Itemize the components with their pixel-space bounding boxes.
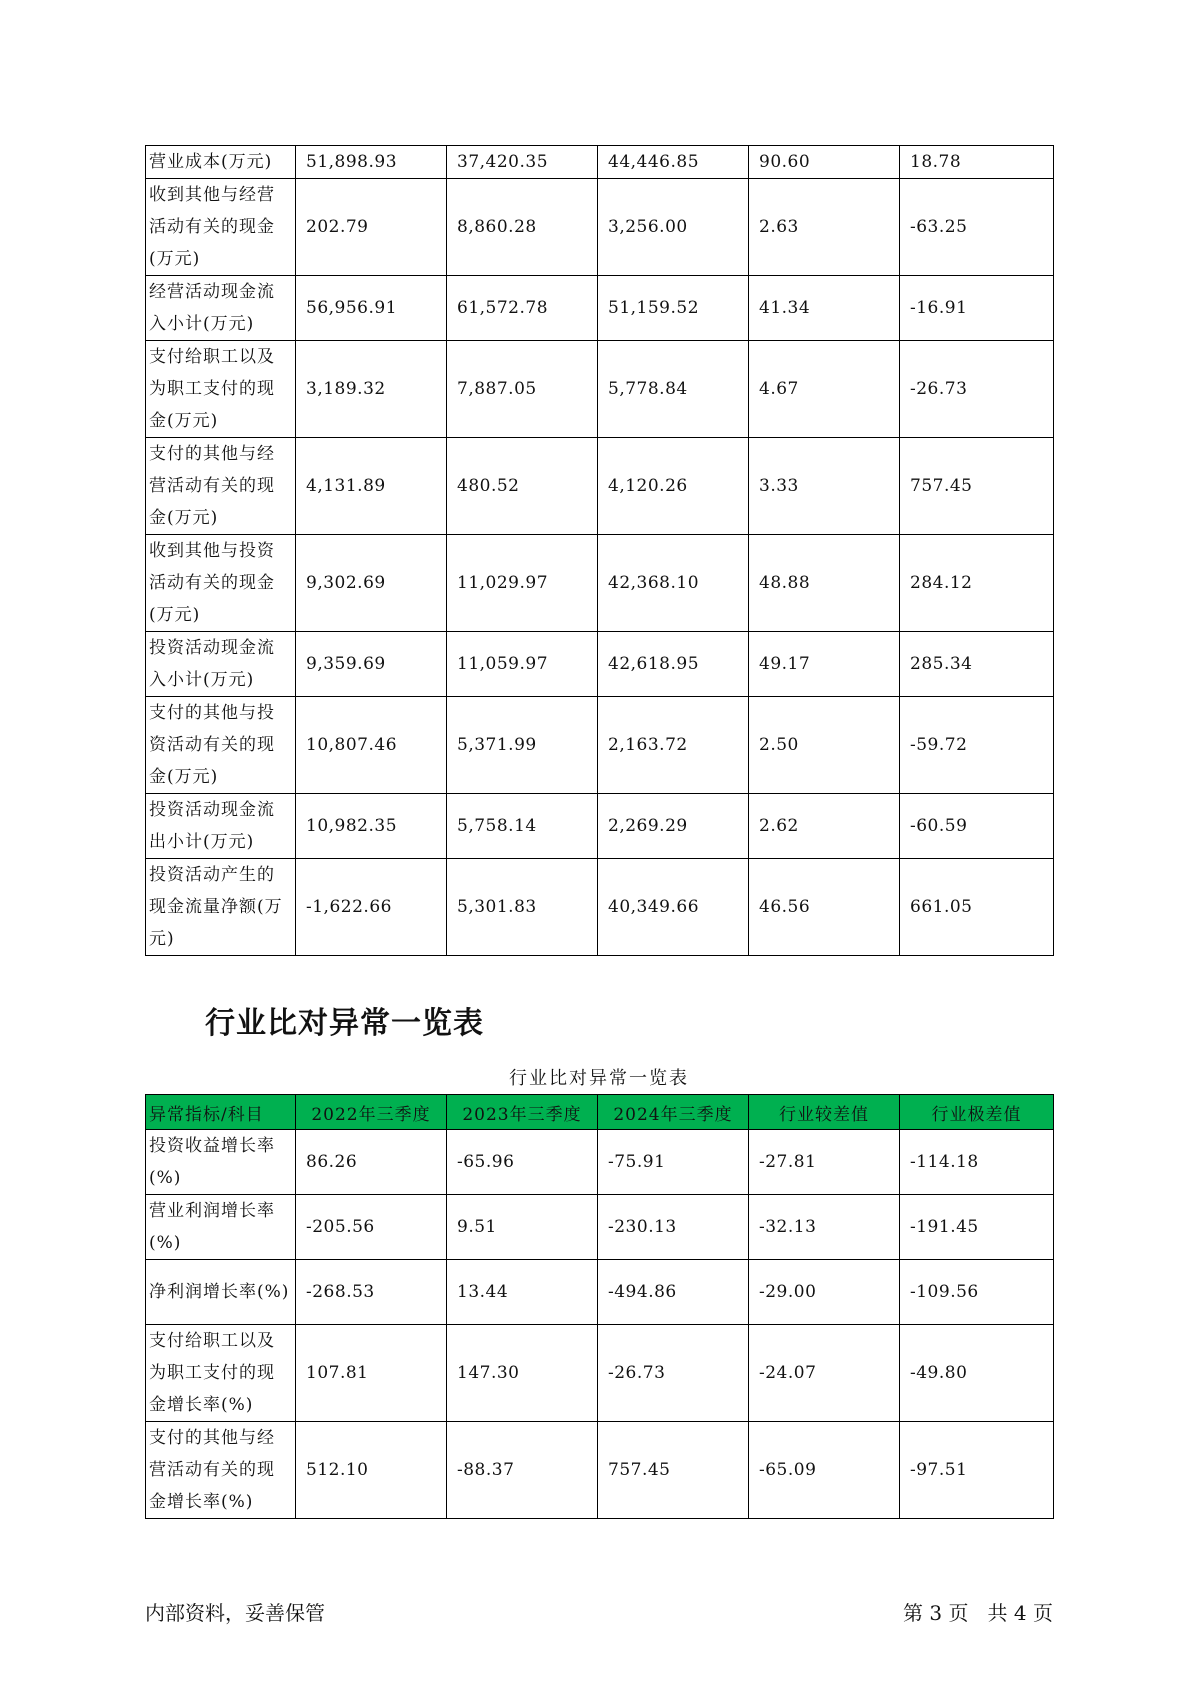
row-label: 支付的其他与投资活动有关的现金(万元) (146, 697, 296, 794)
cell-2022: 9,302.69 (296, 535, 447, 632)
cell-industry-poor: -65.09 (749, 1422, 900, 1519)
cell-2022: 9,359.69 (296, 632, 447, 697)
cell-2022: 51,898.93 (296, 146, 447, 179)
cell-industry-extreme: -59.72 (900, 697, 1054, 794)
cell-industry-extreme: 285.34 (900, 632, 1054, 697)
table-row (146, 179, 1054, 276)
table-row (146, 146, 1054, 179)
row-label: 经营活动现金流入小计(万元) (146, 276, 296, 341)
cell-industry-poor: 2.62 (749, 794, 900, 859)
section-title: 行业比对异常一览表 (205, 1006, 484, 1041)
header-2022: 2022年三季度 (296, 1095, 447, 1130)
footer-page-number: 第 3 页 共 4 页 (903, 1601, 1053, 1625)
cell-2022: 3,189.32 (296, 341, 447, 438)
cell-industry-extreme: 18.78 (900, 146, 1054, 179)
cell-2022: 10,807.46 (296, 697, 447, 794)
table-row (146, 1195, 1054, 1260)
table-row (146, 276, 1054, 341)
table-row (146, 859, 1054, 956)
cell-2022: 86.26 (296, 1130, 447, 1195)
cell-2023: 37,420.35 (447, 146, 598, 179)
row-label: 投资活动产生的现金流量净额(万元) (146, 859, 296, 956)
table-row (146, 1325, 1054, 1422)
cell-2024: 40,349.66 (598, 859, 749, 956)
cell-industry-extreme: -97.51 (900, 1422, 1054, 1519)
table-caption: 行业比对异常一览表 (509, 1068, 689, 1089)
row-label: 支付给职工以及为职工支付的现金(万元) (146, 341, 296, 438)
cell-2023: 8,860.28 (447, 179, 598, 276)
cell-industry-poor: 48.88 (749, 535, 900, 632)
cell-2022: -205.56 (296, 1195, 447, 1260)
table-row (146, 632, 1054, 697)
cell-2024: 3,256.00 (598, 179, 749, 276)
cell-2023: 11,029.97 (447, 535, 598, 632)
table-row (146, 1260, 1054, 1325)
header-indicator: 异常指标/科目 (146, 1095, 296, 1130)
cell-2023: -65.96 (447, 1130, 598, 1195)
cell-2024: 5,778.84 (598, 341, 749, 438)
cell-industry-poor: -24.07 (749, 1325, 900, 1422)
cell-2024: 4,120.26 (598, 438, 749, 535)
cell-industry-poor: -27.81 (749, 1130, 900, 1195)
header-industry-extreme: 行业极差值 (900, 1095, 1054, 1130)
cell-2022: 512.10 (296, 1422, 447, 1519)
cell-industry-extreme: -109.56 (900, 1260, 1054, 1325)
cell-2022: 4,131.89 (296, 438, 447, 535)
cell-industry-poor: -32.13 (749, 1195, 900, 1260)
cell-2023: 61,572.78 (447, 276, 598, 341)
cell-industry-extreme: -60.59 (900, 794, 1054, 859)
cell-industry-poor: 4.67 (749, 341, 900, 438)
cell-2022: 202.79 (296, 179, 447, 276)
industry-anomaly-table (145, 1094, 1054, 1519)
row-label: 投资收益增长率(%) (146, 1130, 296, 1195)
cell-2024: -75.91 (598, 1130, 749, 1195)
cell-industry-extreme: -26.73 (900, 341, 1054, 438)
cell-2023: 5,758.14 (447, 794, 598, 859)
header-2023: 2023年三季度 (447, 1095, 598, 1130)
cell-2024: -230.13 (598, 1195, 749, 1260)
cell-2022: 10,982.35 (296, 794, 447, 859)
cell-industry-poor: 2.63 (749, 179, 900, 276)
cell-industry-poor: 46.56 (749, 859, 900, 956)
row-label: 净利润增长率(%) (146, 1260, 296, 1325)
cell-industry-poor: 49.17 (749, 632, 900, 697)
table-row (146, 697, 1054, 794)
cell-industry-extreme: -114.18 (900, 1130, 1054, 1195)
table-header-row (146, 1095, 1054, 1130)
cell-2022: 107.81 (296, 1325, 447, 1422)
cell-2023: 5,371.99 (447, 697, 598, 794)
cell-industry-poor: 3.33 (749, 438, 900, 535)
cell-industry-poor: -29.00 (749, 1260, 900, 1325)
row-label: 支付的其他与经营活动有关的现金增长率(%) (146, 1422, 296, 1519)
cell-2024: 2,163.72 (598, 697, 749, 794)
table-row (146, 535, 1054, 632)
cell-2024: -26.73 (598, 1325, 749, 1422)
cell-industry-extreme: 284.12 (900, 535, 1054, 632)
row-label: 投资活动现金流入小计(万元) (146, 632, 296, 697)
cell-industry-poor: 90.60 (749, 146, 900, 179)
row-label: 收到其他与投资活动有关的现金(万元) (146, 535, 296, 632)
cell-industry-poor: 2.50 (749, 697, 900, 794)
cell-2024: 2,269.29 (598, 794, 749, 859)
cell-2023: 147.30 (447, 1325, 598, 1422)
cell-2024: 42,368.10 (598, 535, 749, 632)
cell-2023: 480.52 (447, 438, 598, 535)
cell-2024: 42,618.95 (598, 632, 749, 697)
cell-2022: -1,622.66 (296, 859, 447, 956)
cell-2023: 7,887.05 (447, 341, 598, 438)
financial-data-table (145, 145, 1054, 956)
cell-2023: 5,301.83 (447, 859, 598, 956)
table-row (146, 794, 1054, 859)
cell-2023: -88.37 (447, 1422, 598, 1519)
table-row (146, 341, 1054, 438)
header-2024: 2024年三季度 (598, 1095, 749, 1130)
cell-industry-extreme: 757.45 (900, 438, 1054, 535)
table-row (146, 1130, 1054, 1195)
row-label: 营业利润增长率(%) (146, 1195, 296, 1260)
cell-industry-extreme: -191.45 (900, 1195, 1054, 1260)
row-label: 投资活动现金流出小计(万元) (146, 794, 296, 859)
cell-industry-extreme: -63.25 (900, 179, 1054, 276)
row-label: 营业成本(万元) (146, 146, 296, 179)
cell-industry-extreme: -16.91 (900, 276, 1054, 341)
cell-2024: 757.45 (598, 1422, 749, 1519)
cell-2023: 9.51 (447, 1195, 598, 1260)
cell-2023: 13.44 (447, 1260, 598, 1325)
cell-2024: 51,159.52 (598, 276, 749, 341)
row-label: 支付的其他与经营活动有关的现金(万元) (146, 438, 296, 535)
cell-2022: 56,956.91 (296, 276, 447, 341)
row-label: 支付给职工以及为职工支付的现金增长率(%) (146, 1325, 296, 1422)
header-industry-poor: 行业较差值 (749, 1095, 900, 1130)
cell-industry-extreme: -49.80 (900, 1325, 1054, 1422)
row-label: 收到其他与经营活动有关的现金(万元) (146, 179, 296, 276)
table-row (146, 438, 1054, 535)
cell-industry-extreme: 661.05 (900, 859, 1054, 956)
cell-2022: -268.53 (296, 1260, 447, 1325)
cell-industry-poor: 41.34 (749, 276, 900, 341)
cell-2024: 44,446.85 (598, 146, 749, 179)
cell-2023: 11,059.97 (447, 632, 598, 697)
table-row (146, 1422, 1054, 1519)
cell-2024: -494.86 (598, 1260, 749, 1325)
footer-confidential-note: 内部资料，妥善保管 (145, 1601, 325, 1625)
